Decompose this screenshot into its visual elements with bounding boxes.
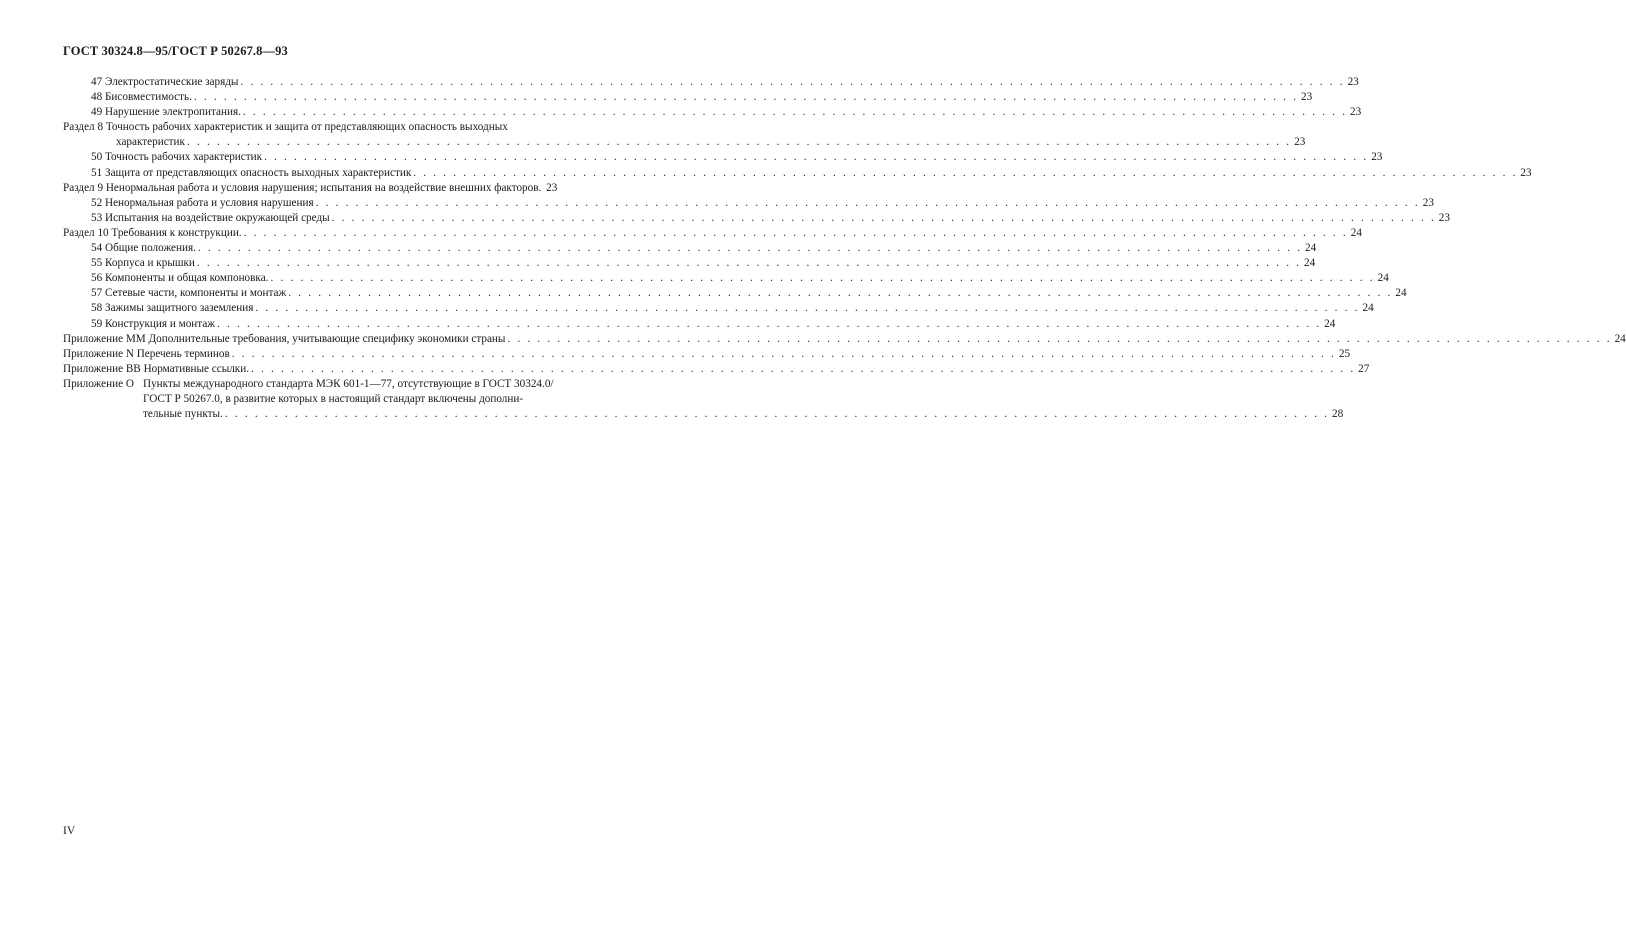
dot-leader xyxy=(413,166,1517,181)
toc-section-text: Раздел 8 Точность рабочих характеристик и защита от представляющих опасность выходных xyxy=(63,121,508,134)
toc-entry-text: 52 Ненормальная работа и условия нарушения xyxy=(91,196,314,209)
toc-entry-text: 51 Защита от представляющих опасность выходных характеристик xyxy=(91,166,412,179)
toc-page-number: 27 xyxy=(1358,362,1370,375)
toc-section-10[interactable] xyxy=(63,226,1362,241)
toc-entry-text: 57 Сетевые части, компоненты и монтаж xyxy=(91,287,287,300)
page-footer-number: IV xyxy=(63,825,76,837)
toc-appendix-text: Приложение ВВ Нормативные ссылки. xyxy=(63,362,250,375)
toc-section-text-continued: характеристик xyxy=(116,136,185,149)
toc-page-number: 23 xyxy=(1294,136,1306,149)
toc-page-number: 24 xyxy=(1324,317,1336,330)
toc-entry-text: 49 Нарушение электропитания. xyxy=(91,106,241,119)
dot-leader xyxy=(255,301,1359,316)
toc-appendix-text-line-1: Пункты международного стандарта МЭК 601-1—77, отсутствующие в ГОСТ 30324.0/ xyxy=(143,377,554,390)
dot-leader xyxy=(270,271,1374,286)
table-of-contents xyxy=(63,75,1626,422)
toc-entry-text: 50 Точность рабочих характеристик xyxy=(91,151,263,164)
toc-appendix-o[interactable] xyxy=(63,377,1344,422)
dot-leader xyxy=(217,317,1321,332)
toc-entry-56[interactable] xyxy=(63,271,1389,286)
toc-entry-57[interactable] xyxy=(63,286,1407,301)
toc-entry-text: 59 Конструкция и монтаж xyxy=(91,317,216,330)
toc-page-number: 24 xyxy=(1614,332,1626,345)
toc-page-number: 24 xyxy=(1377,272,1389,285)
page-header-title: ГОСТ 30324.8—95/ГОСТ Р 50267.8—93 xyxy=(63,44,288,58)
toc-entry-text: 58 Зажимы защитного заземления xyxy=(91,302,254,315)
toc-page-number: 24 xyxy=(1350,226,1362,239)
dot-leader xyxy=(243,105,1347,120)
toc-entry-text: 48 Бисовместимость. xyxy=(91,91,192,104)
dot-leader xyxy=(197,256,1301,271)
toc-appendix-text: Приложение ММ Дополнительные требования, учитывающие специфику экономики страны xyxy=(63,332,506,345)
toc-entry-58[interactable] xyxy=(63,301,1374,316)
toc-entry-54[interactable] xyxy=(63,241,1317,256)
toc-page-number: 28 xyxy=(1332,408,1344,421)
toc-entry-47[interactable] xyxy=(63,75,1359,90)
toc-page-number: 23 xyxy=(1422,196,1434,209)
toc-entry-52[interactable] xyxy=(63,196,1434,211)
toc-page-number: 23 xyxy=(546,181,558,194)
toc-appendix-label: Приложение О xyxy=(63,377,134,390)
toc-entry-55[interactable] xyxy=(63,256,1316,271)
dot-leader xyxy=(264,150,1368,165)
dot-leader xyxy=(332,211,1436,226)
toc-entry-text: 56 Компоненты и общая компоновка. xyxy=(91,272,269,285)
toc-entry-49[interactable] xyxy=(63,105,1362,120)
toc-page-number: 25 xyxy=(1338,347,1351,360)
toc-page-number: 24 xyxy=(1304,257,1316,270)
dot-leader xyxy=(194,90,1298,105)
toc-entry-text: 53 Испытания на воздействие окружающей среды xyxy=(91,211,330,224)
toc-appendix-bb[interactable] xyxy=(63,362,1370,377)
dot-leader xyxy=(187,135,1291,150)
toc-section-text: Раздел 10 Требования к конструкции. xyxy=(63,226,242,239)
toc-page-number: 23 xyxy=(1347,76,1359,88)
toc-appendix-text-line-2: ГОСТ Р 50267.0, в развитие которых в настоящий стандарт включены дополни- xyxy=(143,392,524,405)
toc-section-9[interactable] xyxy=(63,181,600,196)
toc-entry-59[interactable] xyxy=(63,317,1336,332)
toc-section-8[interactable] xyxy=(63,120,1306,150)
toc-entry-48[interactable] xyxy=(63,90,1313,105)
toc-appendix-mm[interactable] xyxy=(63,332,1626,347)
toc-entry-53[interactable] xyxy=(63,211,1450,226)
dot-leader xyxy=(244,226,1348,241)
toc-entry-text: 54 Общие положения. xyxy=(91,242,196,255)
toc-entry-text: 47 Электростатические заряды xyxy=(91,76,239,88)
toc-appendix-text: Приложение N Перечень терминов xyxy=(63,347,230,360)
toc-entry-50[interactable] xyxy=(63,150,1383,165)
dot-leader xyxy=(316,196,1420,211)
dot-leader xyxy=(507,332,1611,347)
toc-page-number: 24 xyxy=(1305,242,1317,255)
toc-section-text: Раздел 9 Ненормальная работа и условия нарушения; испытания на воздействие внешних факторов. xyxy=(63,181,542,194)
toc-appendix-text-line-3: тельные пункты. xyxy=(143,408,223,421)
dot-leader xyxy=(198,241,1302,256)
toc-entry-51[interactable] xyxy=(63,166,1532,181)
toc-page-number: 23 xyxy=(1350,106,1362,119)
toc-entry-text: 55 Корпуса и крышки xyxy=(91,257,195,270)
toc-appendix-n[interactable] xyxy=(63,347,1351,362)
toc-page-number: 23 xyxy=(1438,211,1450,224)
toc-page-number: 23 xyxy=(1301,91,1313,104)
toc-page-number: 24 xyxy=(1395,287,1407,300)
toc-page-number: 24 xyxy=(1362,302,1374,315)
dot-leader xyxy=(288,286,1392,301)
dot-leader xyxy=(240,75,1344,90)
dot-leader xyxy=(251,362,1355,377)
toc-page-number: 23 xyxy=(1520,166,1532,179)
dot-leader xyxy=(225,407,1329,422)
dot-leader xyxy=(232,347,1336,362)
toc-page-number: 23 xyxy=(1371,151,1383,164)
